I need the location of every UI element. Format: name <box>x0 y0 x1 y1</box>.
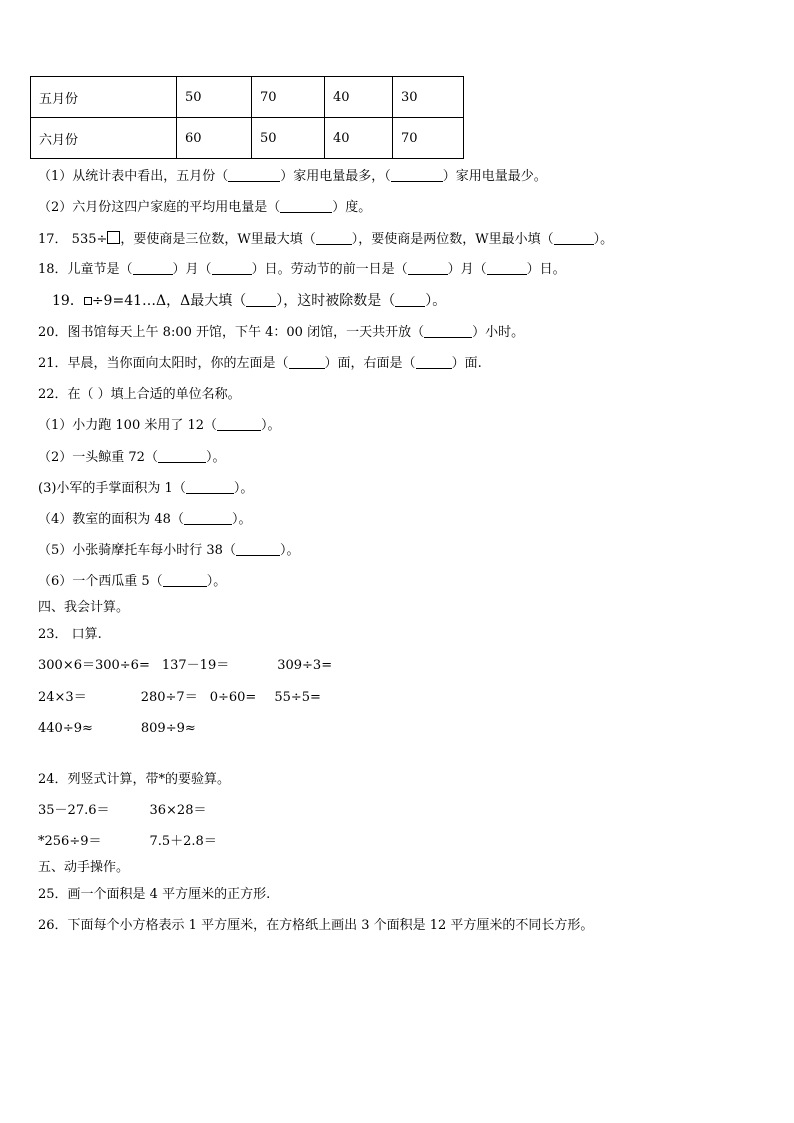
expression: 36×28＝ <box>149 803 207 818</box>
answer-blank[interactable] <box>316 232 352 245</box>
table-cell: 六月份 <box>31 118 177 159</box>
expression: 55÷5= <box>274 690 321 705</box>
table-cell: 70 <box>252 77 325 118</box>
question-text: ）。 <box>205 450 226 465</box>
table-cell: 50 <box>252 118 325 159</box>
question-text: ），要使商是两位数，W里最小填（ <box>351 232 554 247</box>
expression: 0÷60= <box>209 690 257 705</box>
question-text: ）家用电量最少。 <box>442 169 547 184</box>
question-text: ）。 <box>279 543 300 558</box>
table-row <box>31 118 464 159</box>
question-text: 18．儿童节是（ <box>38 262 133 277</box>
question-17 <box>38 231 613 248</box>
expression: 809÷9≈ <box>140 721 196 736</box>
box-symbol-icon <box>107 231 120 244</box>
question-text: 25．画一个面积是 4 平方厘米的正方形. <box>38 887 271 902</box>
question-22-2 <box>38 450 225 466</box>
expression: 35－27.6＝ <box>38 803 110 818</box>
table-cell: 40 <box>325 77 393 118</box>
question-text: ）面，右面是（ <box>324 356 416 371</box>
question-20 <box>38 325 524 341</box>
question-text: ）。 <box>206 574 227 589</box>
answer-blank[interactable] <box>416 356 452 369</box>
question-22-6 <box>38 574 226 590</box>
question-23-row-3 <box>38 721 196 737</box>
question-text: ）。 <box>593 232 614 247</box>
question-text: （4）教室的面积为 48（ <box>38 512 184 527</box>
electricity-usage-table <box>30 76 464 159</box>
question-text: ）日。 <box>526 262 566 277</box>
answer-blank[interactable] <box>395 294 425 307</box>
answer-blank[interactable] <box>186 481 234 494</box>
answer-blank[interactable] <box>212 262 252 275</box>
question-text: (3)小军的手掌面积为 1（ <box>38 481 186 496</box>
answer-blank[interactable] <box>228 169 280 182</box>
question-16-2 <box>38 200 371 216</box>
question-text: ）。 <box>425 293 447 309</box>
expression: 24×3＝ <box>38 690 87 705</box>
question-24 <box>38 772 230 788</box>
section-4-heading <box>38 600 129 616</box>
question-text: ）家用电量最多，（ <box>280 169 391 184</box>
answer-blank[interactable] <box>289 356 325 369</box>
question-24-row-2 <box>38 834 217 850</box>
table-cell: 50 <box>177 77 252 118</box>
answer-blank[interactable] <box>217 418 261 431</box>
question-text: （6）一个西瓜重 5（ <box>38 574 163 589</box>
table-cell: 30 <box>393 77 464 118</box>
expression: 7.5＋2.8＝ <box>149 834 217 849</box>
question-25 <box>38 887 270 903</box>
question-18 <box>38 262 566 278</box>
section-title: 五、动手操作。 <box>38 860 130 875</box>
question-text: Δ，Δ最大填（ <box>156 293 247 309</box>
answer-blank[interactable] <box>391 169 443 182</box>
answer-blank[interactable] <box>184 512 232 525</box>
table-cell: 40 <box>325 118 393 159</box>
answer-blank[interactable] <box>424 325 472 338</box>
question-text: ）小时。 <box>472 325 525 340</box>
question-16-1 <box>38 169 547 185</box>
question-23-row-1 <box>38 658 332 674</box>
question-text: ）月（ <box>172 262 212 277</box>
section-title: 四、我会计算。 <box>38 600 130 615</box>
question-text: 23． 口算. <box>38 627 102 642</box>
section-5-heading <box>38 860 129 876</box>
question-text: （1）从统计表中看出，五月份（ <box>38 169 229 184</box>
question-text: （2）六月份这四户家庭的平均用电量是（ <box>38 200 281 215</box>
question-text: ）月（ <box>447 262 487 277</box>
expression: 300×6＝300÷6= <box>38 658 150 673</box>
question-text: ）。 <box>233 481 254 496</box>
answer-blank[interactable] <box>163 574 207 587</box>
question-22-3 <box>38 481 253 497</box>
question-text: ），这时被除数是（ <box>276 293 396 309</box>
table-row <box>31 77 464 118</box>
question-text: ，要使商是三位数，W里最大填（ <box>120 232 316 247</box>
question-text: （1）小力跑 100 米用了 12（ <box>38 418 218 433</box>
question-23-row-2 <box>38 690 321 706</box>
box-symbol-icon <box>84 297 92 305</box>
question-19 <box>52 293 446 309</box>
question-26 <box>38 918 593 934</box>
answer-blank[interactable] <box>408 262 448 275</box>
question-text: ）度。 <box>332 200 372 215</box>
expression: 309÷3= <box>277 658 333 673</box>
question-24-row-1 <box>38 803 206 819</box>
question-text: ÷9=41… <box>91 293 157 309</box>
question-text: （2）一头鲸重 72（ <box>38 450 158 465</box>
question-text: 26．下面每个小方格表示 1 平方厘米，在方格纸上画出 3 个面积是 12 平方厘米的不同长方形。 <box>38 918 594 933</box>
table-cell: 60 <box>177 118 252 159</box>
answer-blank[interactable] <box>554 232 594 245</box>
question-21 <box>38 356 482 372</box>
answer-blank[interactable] <box>236 543 280 556</box>
question-text: 20．图书馆每天上午 8:00 开馆，下午 4：00 闭馆，一天共开放（ <box>38 325 425 340</box>
answer-blank[interactable] <box>158 450 206 463</box>
expression: *256÷9＝ <box>38 834 102 849</box>
question-text: ）日。劳动节的前一日是（ <box>251 262 408 277</box>
table-cell: 70 <box>393 118 464 159</box>
expression: 280÷7＝ <box>140 690 198 705</box>
question-22 <box>38 387 241 403</box>
question-text: ）。 <box>231 512 252 527</box>
question-22-4 <box>38 512 251 528</box>
question-text: 22．在（ ）填上合适的单位名称。 <box>38 387 241 402</box>
question-22-5 <box>38 543 299 559</box>
question-text: ）。 <box>261 418 281 433</box>
question-22-1 <box>38 418 281 434</box>
answer-blank[interactable] <box>246 294 276 307</box>
question-text: 21．早晨，当你面向太阳时，你的左面是（ <box>38 356 289 371</box>
question-text: ）面. <box>451 356 482 371</box>
answer-blank[interactable] <box>487 262 527 275</box>
question-text: 24．列竖式计算，带*的要验算。 <box>38 772 231 787</box>
question-text: （5）小张骑摩托车每小时行 38（ <box>38 543 236 558</box>
answer-blank[interactable] <box>280 200 332 213</box>
answer-blank[interactable] <box>133 262 173 275</box>
expression: 440÷9≈ <box>38 721 93 736</box>
question-text: 19． <box>52 293 84 309</box>
expression: 137－19＝ <box>161 658 230 673</box>
table-cell: 五月份 <box>31 77 177 118</box>
question-23 <box>38 627 102 643</box>
question-text: 17． 535÷ <box>38 232 108 247</box>
